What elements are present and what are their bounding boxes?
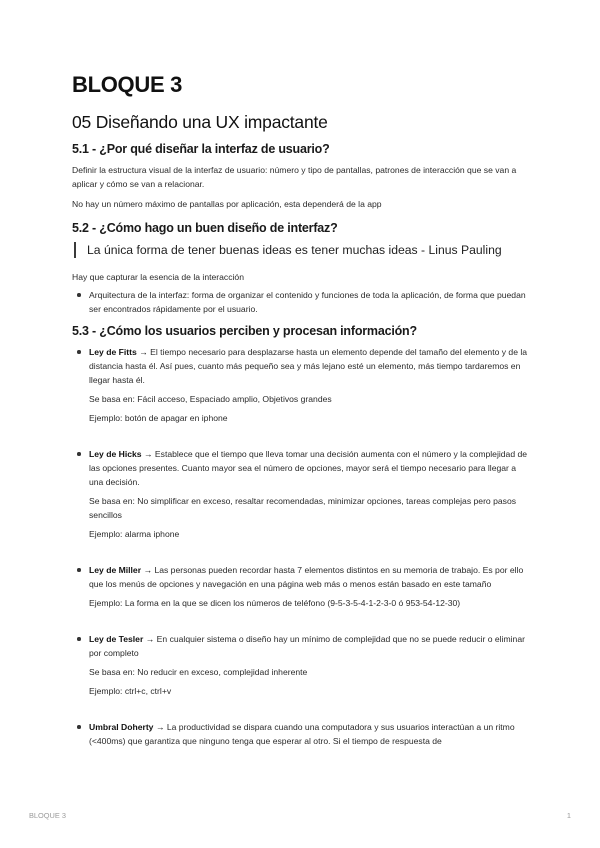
law-name: Ley de Hicks →	[89, 449, 153, 459]
law-description	[89, 563, 530, 591]
heading-5-3: 5.3 - ¿Cómo los usuarios perciben y procesan información?	[72, 324, 417, 338]
law-text: Establece que el tiempo que lleva tomar una decisión aumenta con el número y la complejidad de las opciones presentes. Cuanto mayor sea el número de opciones, mayor será el tiempo necesario para llegar a una decisión.	[89, 449, 528, 487]
blockquote: La única forma de tener buenas ideas es tener muchas ideas - Linus Pauling	[74, 242, 530, 258]
law-item-fitts	[72, 345, 530, 425]
paragraph: Definir la estructura visual de la interfaz de usuario: número y tipo de pantallas, patrones de interacción que se van a aplicar y cómo se van a relacionar.	[72, 165, 517, 189]
document-page	[72, 72, 530, 754]
law-item-hicks	[72, 447, 530, 541]
list-item-text: Arquitectura de la interfaz: forma de organizar el contenido y funciones de toda la aplicación, de forma que puedan ser encontrados rápidamente por el usuario.	[89, 290, 526, 314]
law-example: Ejemplo: La forma en la que se dicen los números de teléfono (9-5-3-5-4-1-2-3-0 ó 953-54-12-30)	[89, 598, 461, 608]
page-number: 1	[566, 811, 571, 820]
bullet-icon	[77, 293, 81, 297]
bullet-list	[72, 288, 530, 316]
laws-list	[72, 345, 530, 748]
heading-5-2: 5.2 - ¿Cómo hago un buen diseño de interfaz?	[72, 221, 338, 235]
law-item-doherty	[72, 720, 530, 748]
law-basis: Se basa en: No reducir en exceso, complejidad inherente	[89, 667, 308, 677]
law-description	[89, 632, 530, 660]
law-example: Ejemplo: botón de apagar en iphone	[89, 413, 228, 423]
bullet-icon	[77, 725, 81, 729]
law-example: Ejemplo: ctrl+c, ctrl+v	[89, 686, 172, 696]
bullet-icon	[77, 350, 81, 354]
bullet-icon	[77, 452, 81, 456]
law-basis: Se basa en: No simplificar en exceso, resaltar recomendadas, minimizar opciones, tareas complejas pero pasos sencillos	[89, 496, 517, 520]
list-item	[72, 288, 530, 316]
law-name: Umbral Doherty →	[89, 722, 165, 732]
footer-label: BLOQUE 3	[29, 811, 66, 820]
law-text: La productividad se dispara cuando una computadora y sus usuarios interactúan a un ritmo (<400ms) que garantiza que ninguno tenga que esperar al otro. Si el tiempo de respuesta de	[89, 722, 515, 746]
heading-5-1: 5.1 - ¿Por qué diseñar la interfaz de usuario?	[72, 142, 330, 156]
law-description	[89, 720, 530, 748]
law-description	[89, 345, 530, 387]
law-description	[89, 447, 530, 489]
law-example: Ejemplo: alarma iphone	[89, 529, 180, 539]
bullet-icon	[77, 637, 81, 641]
page-footer	[29, 811, 571, 820]
law-name: Ley de Miller →	[89, 565, 153, 575]
paragraph: Hay que capturar la esencia de la interacción	[72, 272, 244, 282]
law-text: El tiempo necesario para desplazarse hasta un elemento depende del tamaño del elemento y de la distancia hasta él. Así pues, cuanto más pequeño sea y más lejano esté un elemento, más tiempo tardaremos en llegar hasta él.	[89, 347, 528, 385]
paragraph: No hay un número máximo de pantallas por aplicación, esta dependerá de la app	[72, 199, 382, 209]
page-title: BLOQUE 3	[72, 72, 183, 97]
law-basis: Se basa en: Fácil acceso, Espaciado amplio, Objetivos grandes	[89, 394, 332, 404]
law-text: En cualquier sistema o diseño hay un mínimo de complejidad que no se puede reducir o eliminar por completo	[89, 634, 525, 658]
law-name: Ley de Tesler →	[89, 634, 155, 644]
law-item-tesler	[72, 632, 530, 698]
bullet-icon	[77, 568, 81, 572]
law-text: Las personas pueden recordar hasta 7 elementos distintos en su memoria de trabajo. Es por ello que los menús de opciones y navegación en una página web más o menos están basado en este tamaño	[89, 565, 524, 589]
law-name: Ley de Fitts →	[89, 347, 148, 357]
law-item-miller	[72, 563, 530, 610]
section-title: 05 Diseñando una UX impactante	[72, 112, 328, 132]
